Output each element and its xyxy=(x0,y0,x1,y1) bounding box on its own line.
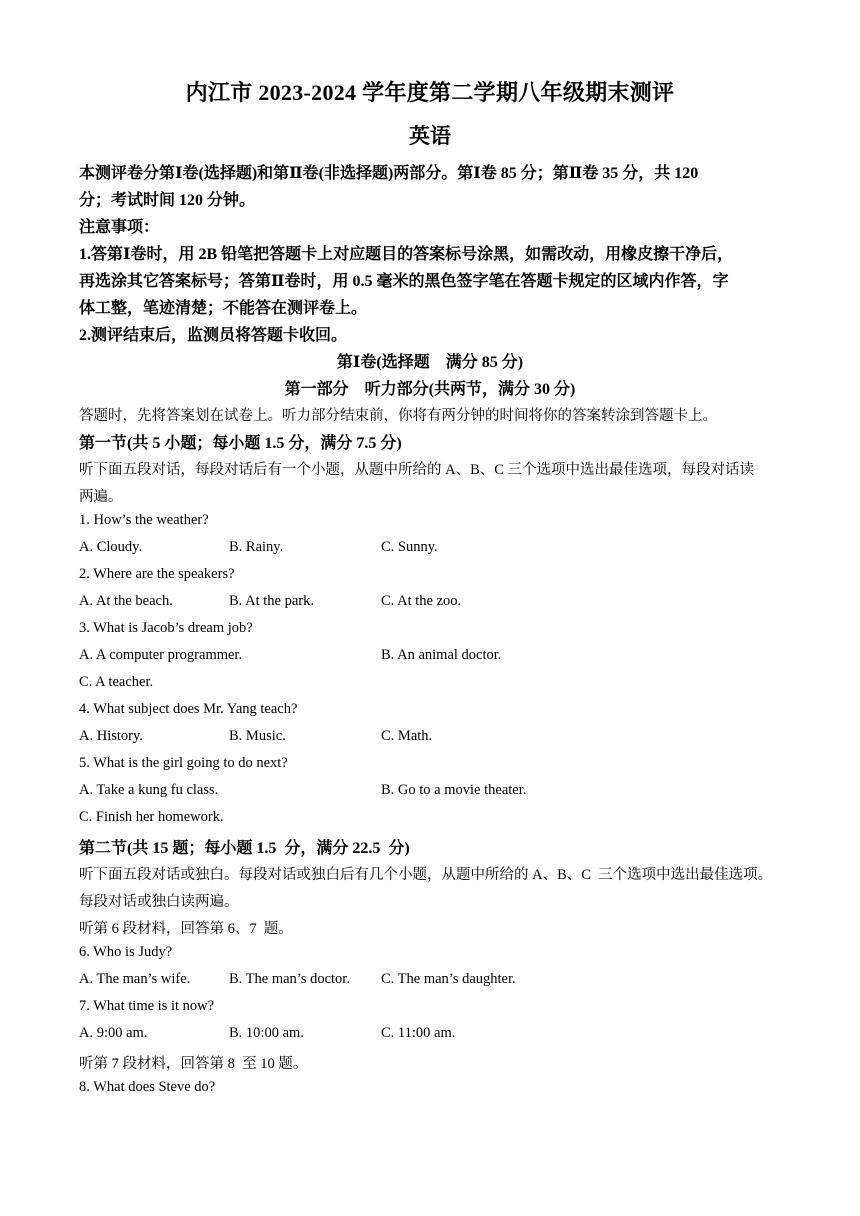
question-6-option-a: A. The man’s wife. xyxy=(79,971,191,987)
question-7: 7. What time is it now? xyxy=(79,998,215,1014)
question-5: 5. What is the girl going to do next? xyxy=(79,755,288,771)
question-4-option-a: A. History. xyxy=(79,728,143,744)
question-4-option-b: B. Music. xyxy=(229,728,286,744)
section-2-heading: 第二节(共 15 题；每小题 1.5 分，满分 22.5 分) xyxy=(79,840,410,857)
question-3-option-b: B. An animal doctor. xyxy=(381,647,502,663)
part-1-note: 答题时，先将答案划在试卷上。听力部分结束前，你将有两分钟的时间将你的答案转涂到答题卡上。 xyxy=(79,408,717,424)
section-1-instruction-line-1: 听下面五段对话，每段对话后有一个小题，从题中所给的 A、B、C 三个选项中选出最佳选项，每段对话读 xyxy=(79,462,755,478)
question-1-option-a: A. Cloudy. xyxy=(79,539,143,555)
volume-1-heading: 第Ⅰ卷(选择题 满分 85 分) xyxy=(336,354,524,371)
notes-item-1-line-1: 1.答第Ⅰ卷时，用 2B 铅笔把答题卡上对应题目的答案标号涂黑，如需改动，用橡皮擦干净后， xyxy=(79,246,734,263)
notes-heading: 注意事项： xyxy=(79,219,160,236)
material-7-note: 听第 7 段材料，回答第 8 至 10 题。 xyxy=(79,1056,308,1072)
question-8: 8. What does Steve do? xyxy=(79,1079,216,1095)
question-7-option-b: B. 10:00 am. xyxy=(229,1025,304,1041)
part-1-heading: 第一部分 听力部分(共两节，满分 30 分) xyxy=(284,381,576,398)
question-1: 1. How’s the weather? xyxy=(79,512,209,528)
question-2-option-c: C. At the zoo. xyxy=(381,593,462,609)
question-7-option-c: C. 11:00 am. xyxy=(381,1025,456,1041)
intro-line-1: 本测评卷分第Ⅰ卷(选择题)和第Ⅱ卷(非选择题)两部分。第Ⅰ卷 85 分；第Ⅱ卷 35 分，共 120 xyxy=(79,165,699,182)
notes-item-2: 2.测评结束后，监测员将答题卡收回。 xyxy=(79,327,348,344)
section-1-instruction-line-2: 两遍。 xyxy=(79,489,123,505)
section-1-heading: 第一节(共 5 小题；每小题 1.5 分，满分 7.5 分) xyxy=(79,435,402,452)
question-7-option-a: A. 9:00 am. xyxy=(79,1025,148,1041)
question-2-option-b: B. At the park. xyxy=(229,593,314,609)
question-3-option-c: C. A teacher. xyxy=(79,674,154,690)
question-3-option-a: A. A computer programmer. xyxy=(79,647,243,663)
question-6: 6. Who is Judy? xyxy=(79,944,173,960)
question-3: 3. What is Jacob’s dream job? xyxy=(79,620,253,636)
notes-item-1-line-3: 体工整，笔迹清楚；不能答在测评卷上。 xyxy=(79,300,368,317)
section-2-instruction-line-1: 听下面五段对话或独白。每段对话或独白后有几个小题，从题中所给的 A、B、C 三个选项中选出最佳选项。 xyxy=(79,867,773,883)
question-6-option-c: C. The man’s daughter. xyxy=(381,971,516,987)
notes-item-1-line-2: 再选涂其它答案标号；答第Ⅱ卷时，用 0.5 毫米的黑色签字笔在答题卡规定的区域内作答，字 xyxy=(79,273,729,290)
section-2-instruction-line-2: 每段对话或独白读两遍。 xyxy=(79,894,239,910)
intro-line-2: 分；考试时间 120 分钟。 xyxy=(79,192,256,209)
question-2: 2. Where are the speakers? xyxy=(79,566,235,582)
question-5-option-a: A. Take a kung fu class. xyxy=(79,782,219,798)
question-1-option-c: C. Sunny. xyxy=(381,539,438,555)
subject-title: 英语 xyxy=(409,124,451,148)
question-1-option-b: B. Rainy. xyxy=(229,539,284,555)
question-5-option-b: B. Go to a movie theater. xyxy=(381,782,527,798)
material-6-note: 听第 6 段材料，回答第 6、7 题。 xyxy=(79,921,293,937)
question-6-option-b: B. The man’s doctor. xyxy=(229,971,350,987)
question-4-option-c: C. Math. xyxy=(381,728,433,744)
question-5-option-c: C. Finish her homework. xyxy=(79,809,224,825)
question-4: 4. What subject does Mr. Yang teach? xyxy=(79,701,298,717)
question-2-option-a: A. At the beach. xyxy=(79,593,173,609)
page-title: 内江市 2023-2024 学年度第二学期八年级期末测评 xyxy=(185,80,675,105)
